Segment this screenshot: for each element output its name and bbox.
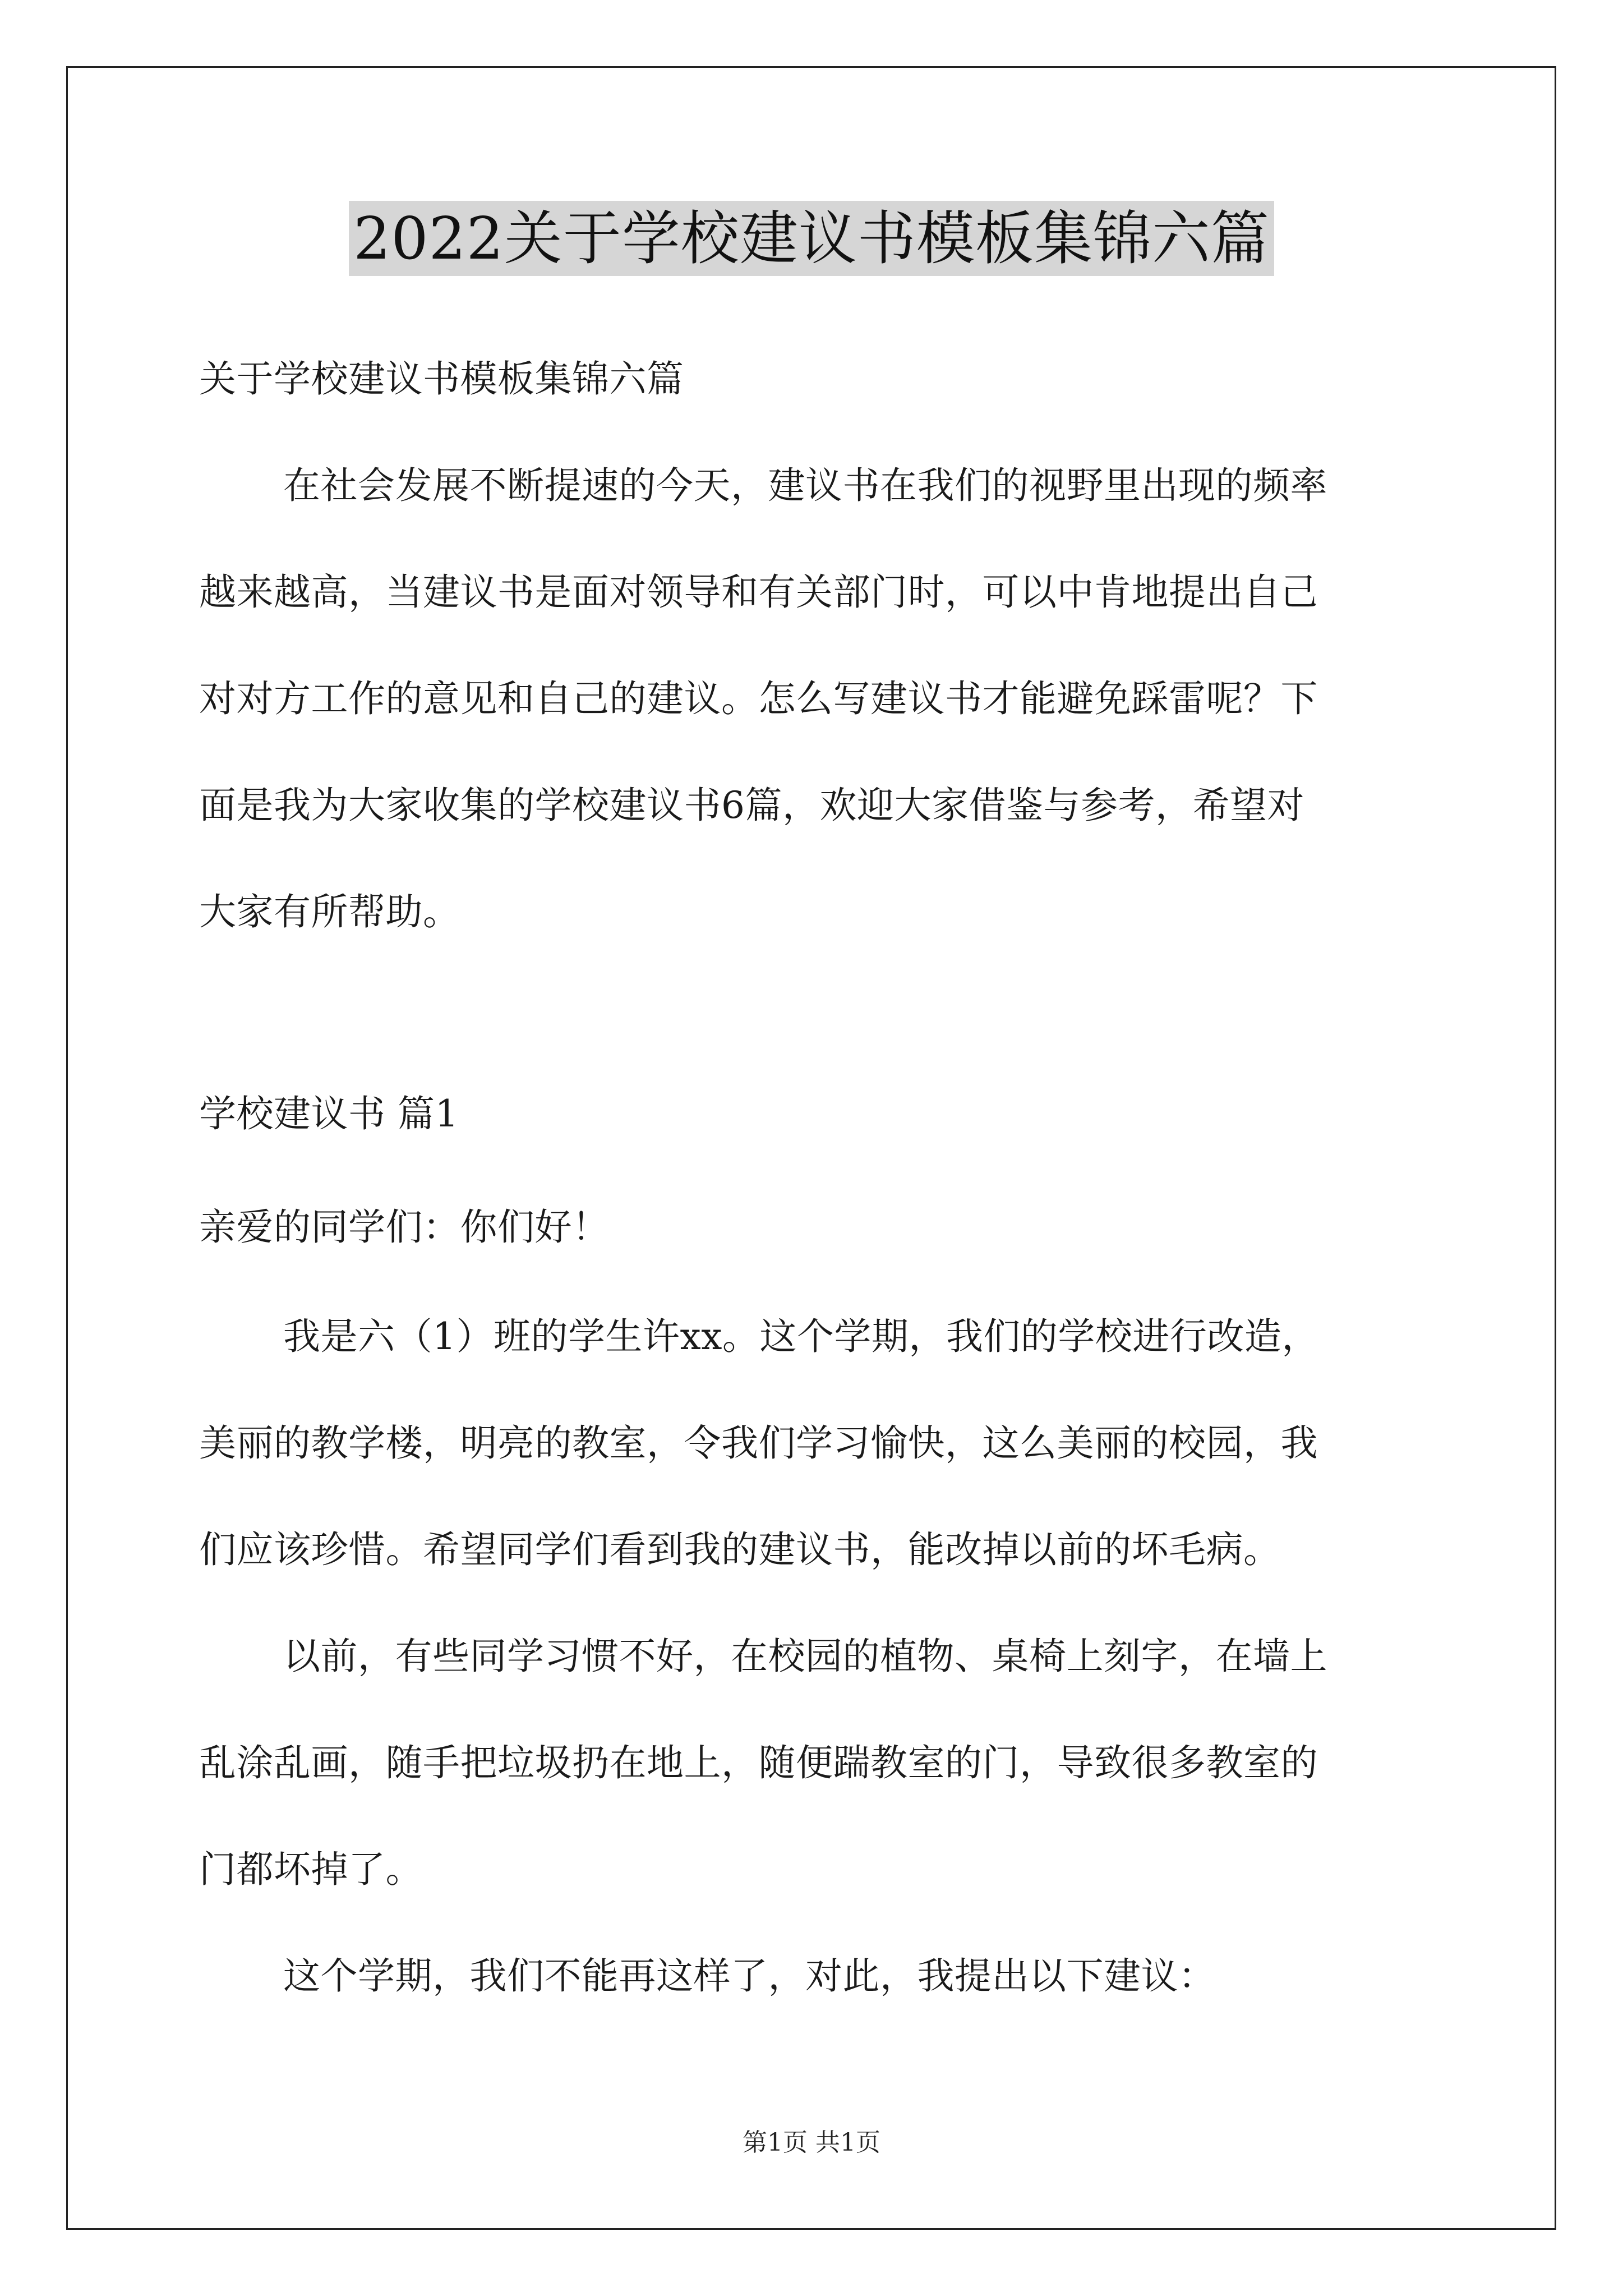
intro-line-4: 面是我为大家收集的学校建议书6篇，欢迎大家借鉴与参考，希望对 <box>199 784 1304 827</box>
para2-line-1: 以前，有些同学习惯不好，在校园的植物、桌椅上刻字，在墙上 <box>283 1635 1327 1678</box>
para1-line-2: 美丽的教学楼，明亮的教室，令我们学习愉快，这么美丽的校园，我 <box>199 1421 1318 1465</box>
intro-line-3: 对对方工作的意见和自己的建议。怎么写建议书才能避免踩雷呢？下 <box>199 677 1318 720</box>
intro-line-5: 大家有所帮助。 <box>199 890 460 933</box>
para2-line-2: 乱涂乱画，随手把垃圾扔在地上，随便踹教室的门，导致很多教室的 <box>199 1741 1318 1784</box>
para1-line-1: 我是六（1）班的学生许xx。这个学期，我们的学校进行改造， <box>283 1315 1319 1358</box>
title-container <box>0 201 1623 276</box>
document-subtitle: 关于学校建议书模板集锦六篇 <box>199 357 684 401</box>
section-heading: 学校建议书 篇1 <box>199 1092 459 1135</box>
intro-line-2: 越来越高，当建议书是面对领导和有关部门时，可以中肯地提出自己 <box>199 570 1318 614</box>
document-title: 2022关于学校建议书模板集锦六篇 <box>349 201 1274 276</box>
intro-line-1: 在社会发展不断提速的今天，建议书在我们的视野里出现的频率 <box>283 464 1327 507</box>
greeting: 亲爱的同学们：你们好！ <box>199 1205 610 1249</box>
para3-line-1: 这个学期，我们不能再这样了，对此，我提出以下建议： <box>283 1954 1216 1998</box>
para2-line-3: 门都坏掉了。 <box>199 1848 423 1891</box>
para1-line-3: 们应该珍惜。希望同学们看到我的建议书，能改掉以前的坏毛病。 <box>199 1528 1281 1571</box>
page-footer: 第1页 共1页 <box>743 2128 880 2157</box>
